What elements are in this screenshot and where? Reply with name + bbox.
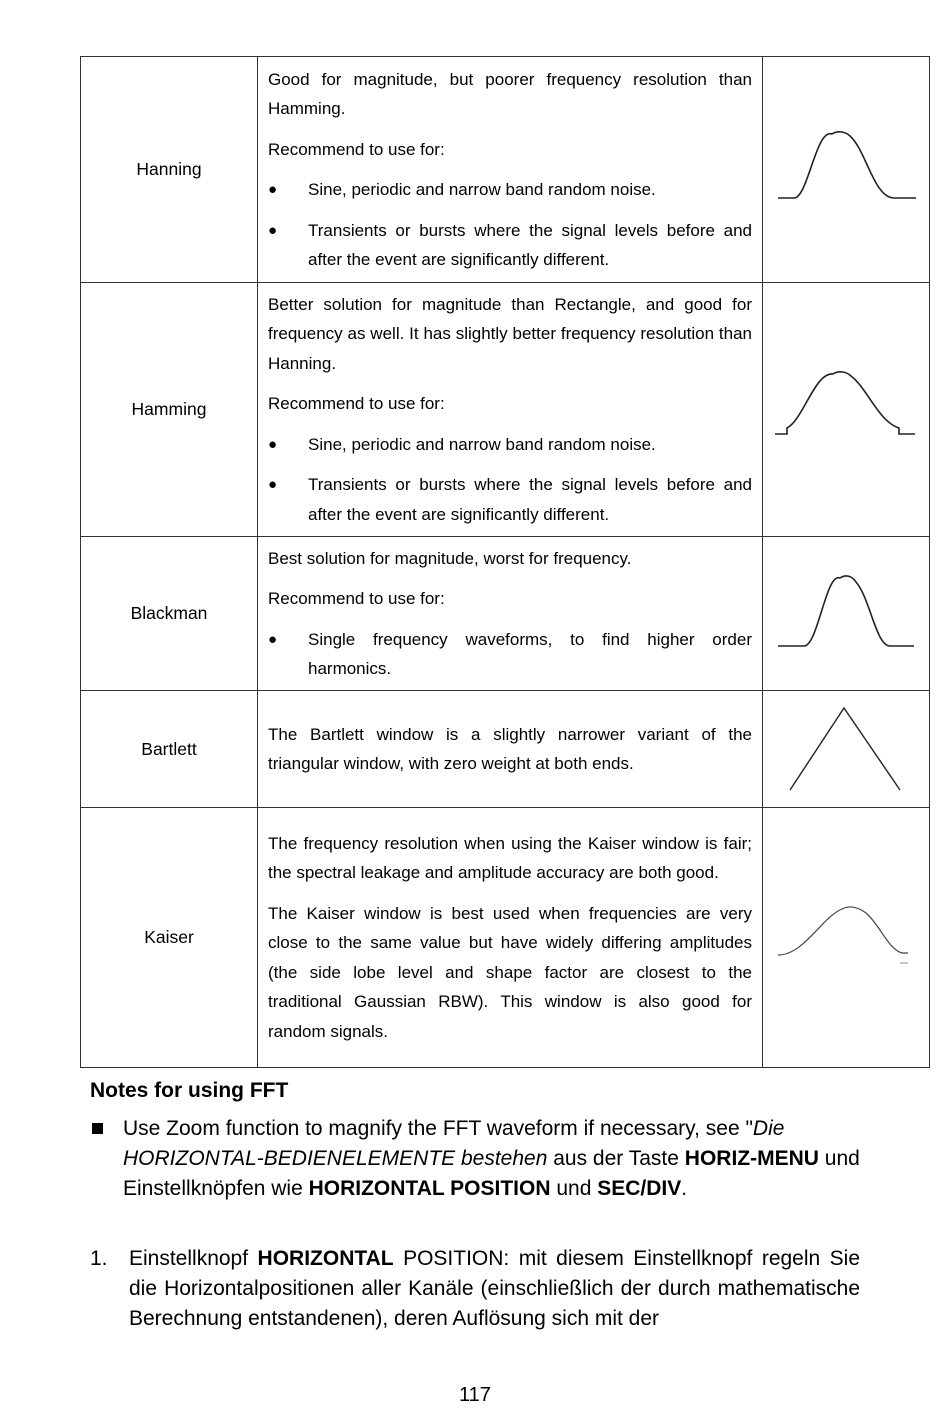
bullet-item: ● Sine, periodic and narrow band random noise. [268,175,752,205]
window-description [258,691,763,808]
window-shape-cell [763,283,930,537]
description-text: The Kaiser window is best used when frequencies are very close to the same value but have widely differing amplitudes (the side lobe level and shape factor are closest to the traditional Gaussian RBW). This window is also good for random signals. [268,903,752,1041]
square-bullet-icon [92,1123,103,1134]
table-row [81,57,930,283]
window-name: Hamming [81,283,258,537]
table-row [81,691,930,808]
bullet-item: ● Transients or bursts where the signal levels before and after the event are significantly different. [268,216,752,275]
description-text: Best solution for magnitude, worst for frequency. [268,548,632,568]
window-name: Hanning [81,57,258,283]
fft-window-table [80,56,930,1068]
note-control-name: HORIZONTAL POSITION [308,1177,551,1200]
numbered-item [90,1244,860,1334]
item-text: Einstellknopf [129,1247,258,1270]
window-shape-cell [763,57,930,283]
blackman-window-curve [776,574,916,654]
note-item [90,1114,860,1204]
note-reference: Die HORIZONTAL-BEDIENELEMENTE bestehen [123,1117,785,1170]
fft-notes [90,1076,860,1334]
window-description [258,537,763,691]
window-name: Kaiser [81,808,258,1068]
note-control-name: HORIZ-MENU [684,1147,819,1170]
window-description [258,808,763,1068]
table-row [81,283,930,537]
hamming-window-curve [775,370,917,450]
window-description [258,57,763,283]
bartlett-window-triangle [786,704,906,794]
description-text: Recommend to use for: [268,589,445,608]
description-text: Better solution for magnitude than Rectangle, and good for frequency as well. It has slightly better frequency resolution than Hanning. [268,294,752,373]
note-text: . [681,1177,688,1200]
note-text: und Einstellknöpfen wie [123,1147,860,1200]
table-row [81,537,930,691]
window-shape-cell [763,537,930,691]
description-text: Recommend to use for: [268,139,445,159]
bullet-list [268,625,752,684]
page-number: 117 [459,1384,491,1406]
description-text: Recommend to use for: [268,394,445,414]
bullet-item: ● Sine, periodic and narrow band random noise. [268,430,752,460]
note-text: aus der Taste [547,1147,685,1170]
window-name: Bartlett [81,691,258,808]
note-text: Use Zoom function to magnify the FFT waveform if necessary, see " [123,1117,753,1140]
description-text: Good for magnitude, but poorer frequency resolution than Hamming. [268,69,752,118]
description-text: The frequency resolution when using the Kaiser window is fair; the spectral leakage and amplitude accuracy are both good. [268,833,752,883]
window-shape-cell [763,691,930,808]
window-shape-cell [763,808,930,1068]
notes-heading: Notes for using FFT [90,1079,289,1102]
item-text: POSITION: mit diesem Einstellknopf regeln Sie die Horizontalpositionen aller Kanäle (einschließlich der durch mathematische Berechnung entstandenen), deren Auflösung sich mit der [129,1247,861,1330]
note-control-name: SEC/DIV [597,1177,682,1200]
kaiser-window-curve [776,903,916,973]
hanning-window-curve [776,130,916,210]
note-text: und [550,1177,598,1200]
item-control-name: HORIZONTAL [257,1247,394,1270]
bullet-list [268,430,752,530]
window-name: Blackman [81,537,258,691]
bullet-list [268,175,752,275]
window-description [258,283,763,537]
table-row [81,808,930,1068]
description-text: The Bartlett window is a slightly narrower variant of the triangular window, with zero weight at both ends. [268,724,752,773]
item-number: 1. [90,1247,108,1270]
bullet-item: ● Transients or bursts where the signal levels before and after the event are significantly different. [268,470,752,529]
bullet-item: ● Single frequency waveforms, to find higher order harmonics. [268,625,752,684]
